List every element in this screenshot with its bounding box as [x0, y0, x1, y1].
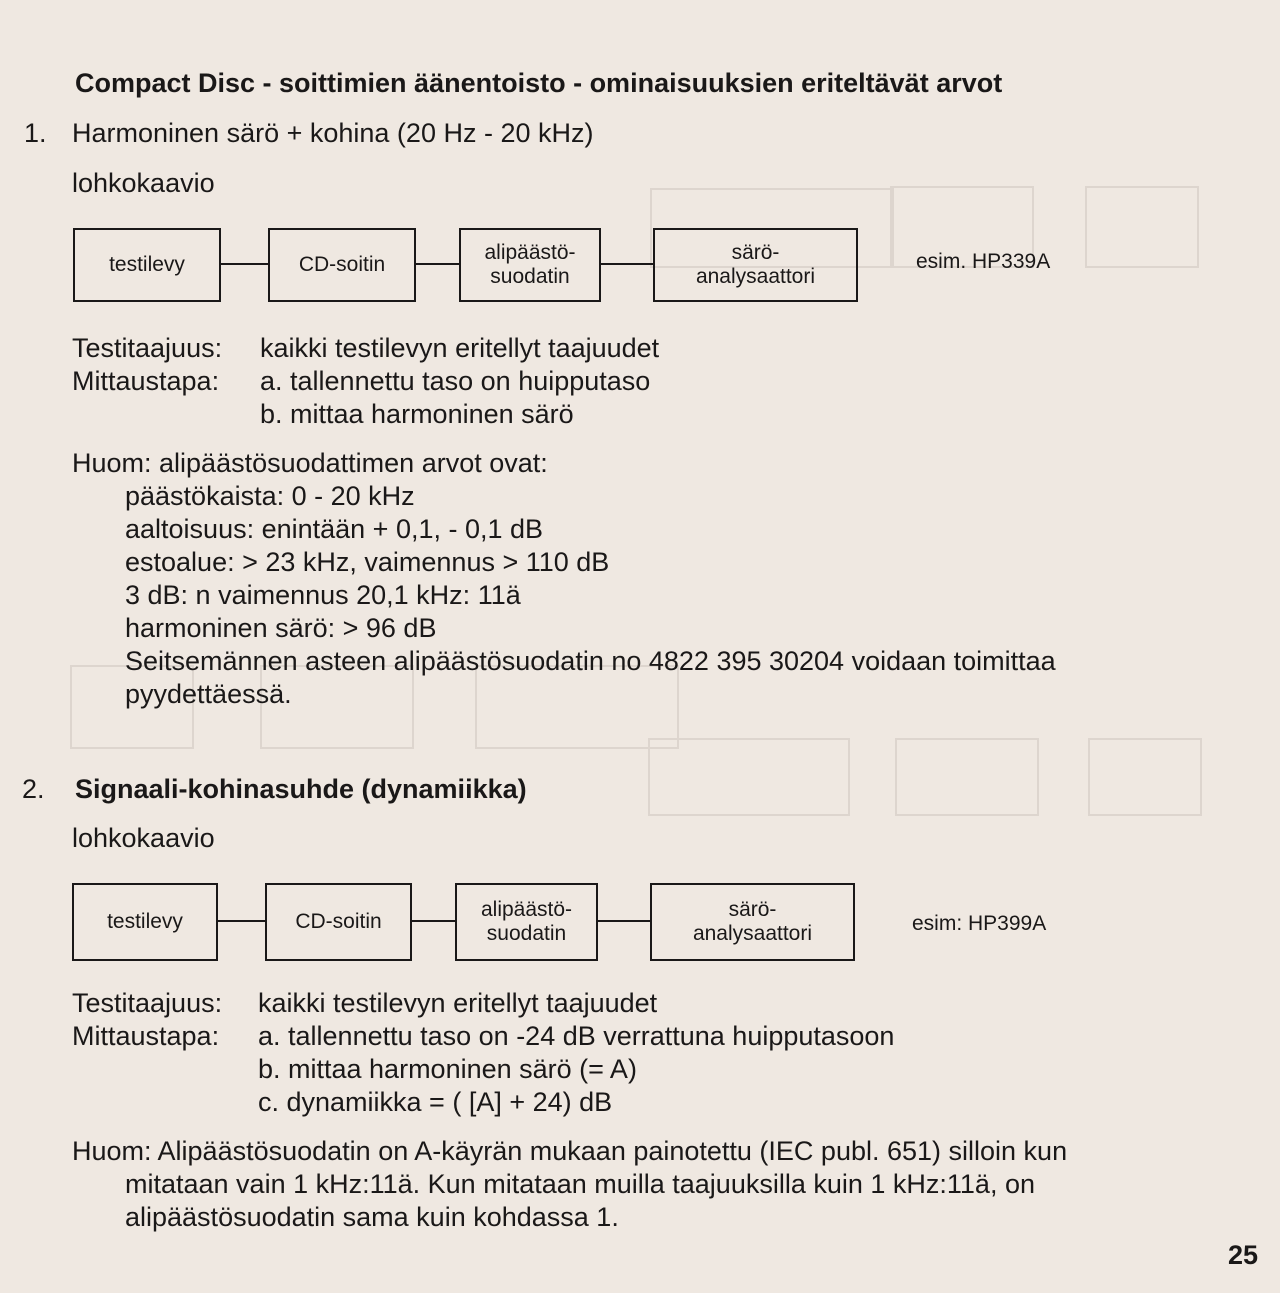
- test-freq-value: kaikki testilevyn eritellyt taajuudet: [260, 333, 660, 363]
- example-instrument: esim. HP339A: [916, 250, 1051, 273]
- note-line: Seitsemännen asteen alipäästösuodatin no 4822 395 30204 voidaan toimittaa: [125, 646, 1056, 676]
- connector-line: [218, 920, 265, 922]
- method-b: b. mittaa harmoninen särö: [260, 399, 574, 429]
- block-cd-player: [268, 228, 416, 302]
- section-2-heading: Signaali-kohinasuhde (dynamiikka): [75, 774, 527, 804]
- block-label: testilevy: [107, 910, 183, 933]
- method-label: Mittaustapa:: [72, 366, 220, 396]
- note-line: päästökaista: 0 - 20 kHz: [125, 481, 415, 511]
- block-label-line2: analysaattori: [692, 922, 813, 945]
- connector-line: [416, 263, 459, 265]
- block-label-line2: analysaattori: [695, 265, 816, 288]
- method-label: Mittaustapa:: [72, 1021, 220, 1051]
- block-label: CD-soitin: [298, 253, 386, 276]
- section-1-heading: Harmoninen särö + kohina (20 Hz - 20 kHz): [72, 118, 594, 148]
- block-label-line2: suodatin: [486, 922, 567, 945]
- section-1-number: 1.: [24, 118, 47, 148]
- block-label-line1: alipäästö-: [484, 241, 576, 264]
- block-label: testilevy: [109, 253, 185, 276]
- block-label: CD-soitin: [295, 910, 382, 933]
- show-through-box: [475, 665, 679, 749]
- block-test-disc: [72, 883, 218, 961]
- note-line: Huom: Alipäästösuodatin on A-käyrän mukaan painotettu (IEC publ. 651) silloin kun: [72, 1136, 1068, 1166]
- connector-line: [221, 263, 268, 265]
- method-c: c. dynamiikka = ( [A] + 24) dB: [258, 1087, 613, 1117]
- show-through-box: [895, 738, 1039, 816]
- note-line: mitataan vain 1 kHz:11ä. Kun mitataan muilla taajuuksilla kuin 1 kHz:11ä, on: [125, 1169, 1035, 1199]
- block-label-line1: alipäästö-: [480, 898, 573, 921]
- block-distortion-analyzer: [650, 883, 855, 961]
- test-freq-label: Testitaajuus:: [72, 988, 223, 1018]
- show-through-box: [1085, 186, 1199, 268]
- connector-line: [601, 263, 653, 265]
- connector-line: [412, 920, 455, 922]
- block-lowpass-filter: [459, 228, 601, 302]
- note-line: pyydettäessä.: [125, 679, 292, 709]
- method-a: a. tallennettu taso on -24 dB verrattuna huipputasoon: [258, 1021, 895, 1051]
- note-intro: Huom: alipäästösuodattimen arvot ovat:: [72, 448, 548, 478]
- block-lowpass-filter: [455, 883, 598, 961]
- connector-line: [598, 920, 650, 922]
- test-freq-label: Testitaajuus:: [72, 333, 223, 363]
- block-label-line2: suodatin: [490, 265, 570, 288]
- block-distortion-analyzer: [653, 228, 858, 302]
- note-line: alipäästösuodatin sama kuin kohdassa 1.: [125, 1202, 619, 1232]
- method-b: b. mittaa harmoninen särö (= A): [258, 1054, 637, 1084]
- block-label-line1: särö-: [731, 241, 780, 264]
- show-through-box: [648, 738, 850, 816]
- example-instrument: esim: HP399A: [912, 912, 1047, 935]
- note-line: aaltoisuus: enintään + 0,1, - 0,1 dB: [125, 514, 544, 544]
- block-test-disc: [73, 228, 221, 302]
- method-a: a. tallennettu taso on huipputaso: [260, 366, 651, 396]
- block-label-line1: särö-: [728, 898, 777, 921]
- section-2-diagram-label: lohkokaavio: [72, 823, 215, 853]
- test-freq-value: kaikki testilevyn eritellyt taajuudet: [258, 988, 658, 1018]
- page-number: 25: [1227, 1240, 1258, 1270]
- show-through-block: [1060, 118, 1200, 158]
- note-line: 3 dB: n vaimennus 20,1 kHz: 11ä: [125, 580, 521, 610]
- page-title: Compact Disc - soittimien äänentoisto - ominaisuuksien eriteltävät arvot: [75, 68, 1003, 98]
- block-cd-player: [265, 883, 412, 961]
- section-2-number: 2.: [22, 774, 45, 804]
- section-1-diagram-label: lohkokaavio: [72, 168, 215, 198]
- note-line: harmoninen särö: > 96 dB: [125, 613, 437, 643]
- note-line: estoalue: > 23 kHz, vaimennus > 110 dB: [125, 547, 610, 577]
- show-through-box: [1088, 738, 1202, 816]
